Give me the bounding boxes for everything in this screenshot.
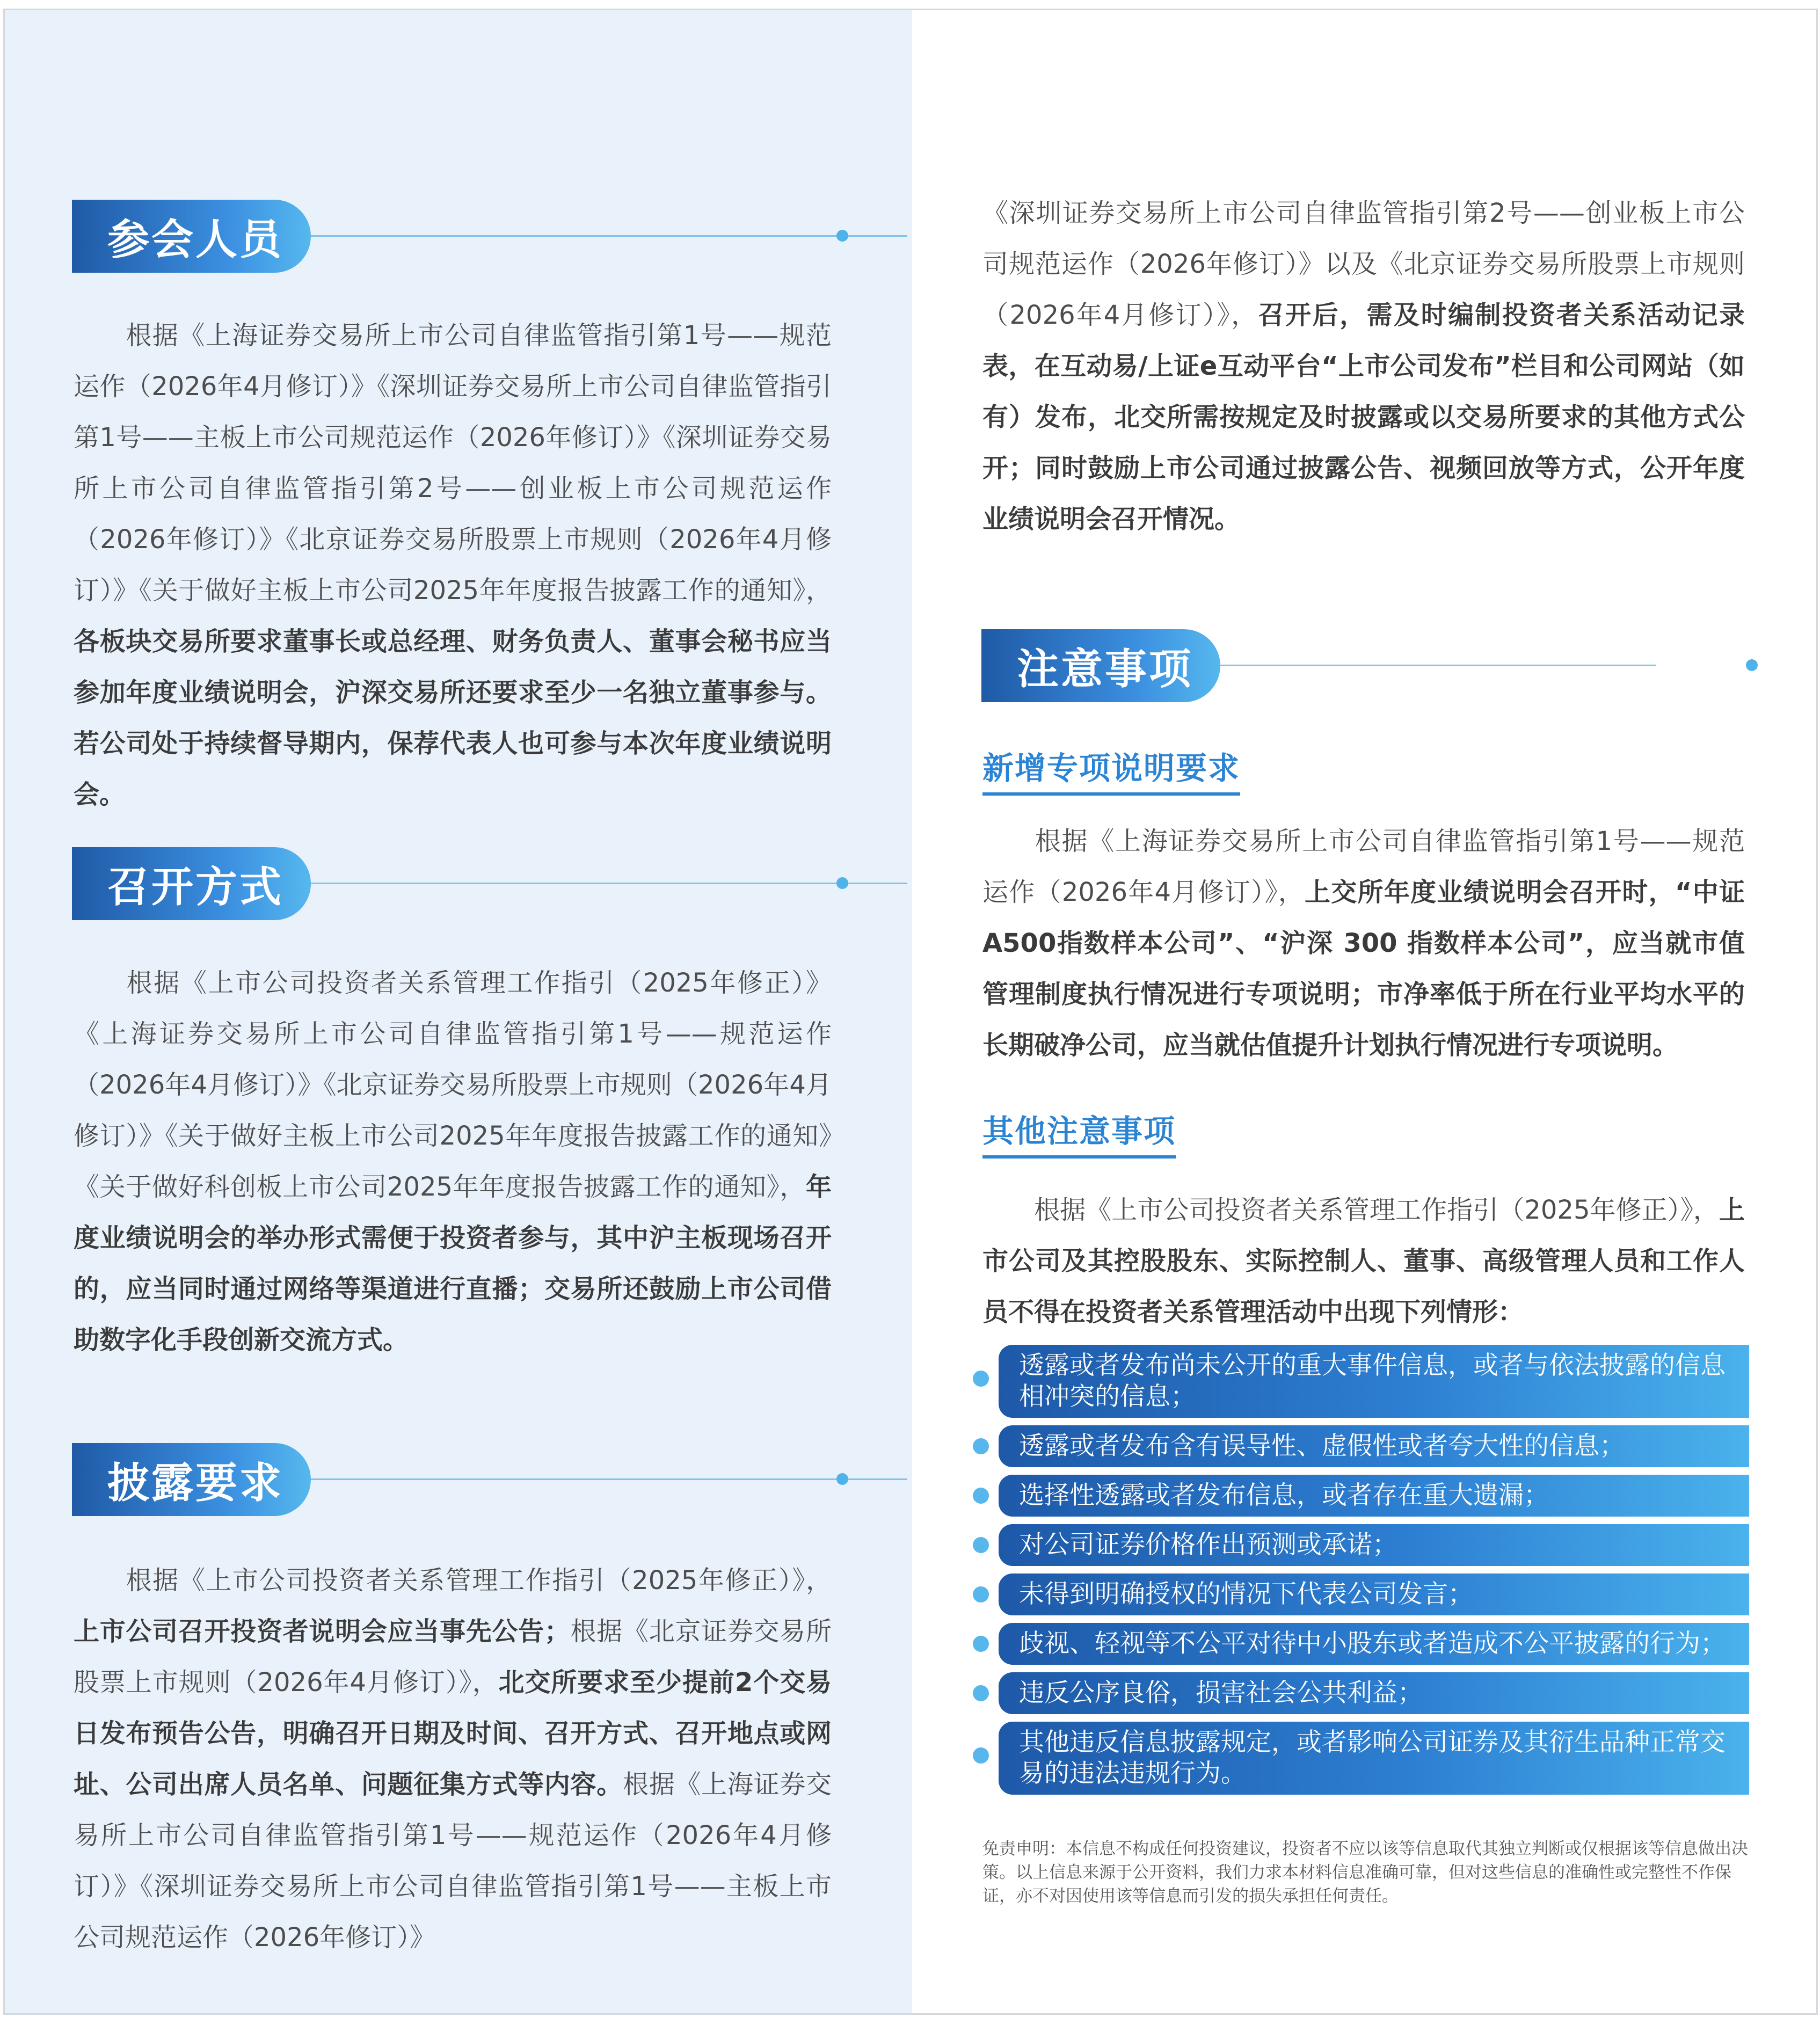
list-item-text: 歧视、轻视等不公平对待中小股东或者造成不公平披露的行为； [999,1623,1749,1665]
section-header-notes [981,629,1755,702]
list-item [973,1345,1749,1418]
list-item-text: 透露或者发布尚未公开的重大事件信息，或者与依法披露的信息相冲突的信息； [999,1345,1749,1418]
other-notes-paragraph [982,1185,1745,1338]
disclosure-text-2-bold: 北交所要求至少提前2个交易日发布预告公告，明确召开日期及时间、召开方式、召开地点或网址、公司出席人员名单、问题征集方式等内容。 [74,1667,832,1800]
format-paragraph [74,958,832,1366]
section-header-format [72,847,845,920]
format-text: 根据《上市公司投资者关系管理工作指引（2025年修正）》《上海证券交易所上市公司自律监管指引第1号——规范运作（2026年4月修订）》《北京证券交易所股票上市规则（2026年4月修订）》《关于做好主板上市公司2025年年度报告披露工作的通知》《关于做好科创板上市公司2025年年度报告披露工作的通知》， [74,968,832,1202]
disclosure-continued-text: 《深圳证券交易所上市公司自律监管指引第2号——创业板上市公司规范运作（2026年修订）》以及《北京证券交易所股票上市规则（2026年4月修订）》， [982,198,1745,330]
list-item [973,1672,1749,1714]
bullet-dot-icon [973,1371,989,1387]
section-title-attendees: 参会人员 [72,200,311,273]
section-divider-line [1220,665,1656,666]
disclosure-continued-bold: 召开后，需及时编制投资者关系活动记录表，在互动易/上证e互动平台“上市公司发布”栏目和公司网站（如有）发布，北交所需按规定及时披露或以交易所要求的其他方式公开；同时鼓励上市公司通过披露公告、视频回放等方式，公开年度业绩说明会召开情况。 [982,300,1745,534]
bullet-dot-icon [973,1586,989,1602]
format-text-bold: 年度业绩说明会的举办形式需便于投资者参与，其中沪主板现场召开的，应当同时通过网络等渠道进行直播；交易所还鼓励上市公司借助数字化手段创新交流方式。 [74,1172,832,1355]
section-header-disclosure [72,1443,845,1516]
bullet-dot-icon [973,1747,989,1764]
section-divider-dot [1746,659,1758,671]
bullet-dot-icon [973,1438,989,1454]
section-title-disclosure: 披露要求 [72,1443,311,1516]
section-divider-line [311,235,907,237]
special-explanation-text: 根据《上海证券交易所上市公司自律监管指引第1号——规范运作（2026年4月修订）》， [982,826,1745,907]
list-item-text: 透露或者发布含有误导性、虚假性或者夸大性的信息； [999,1425,1749,1467]
list-item-text: 其他违反信息披露规定，或者影响公司证券及其衍生品种正常交易的违法违规行为。 [999,1722,1749,1795]
list-item [973,1573,1749,1615]
section-divider-dot [836,230,848,242]
section-divider-dot [836,1473,848,1485]
prohibited-conduct-list [973,1345,1749,1802]
disclosure-continued-paragraph [982,188,1745,545]
disclosure-text-3: 根据《上海证券交易所上市公司自律监管指引第1号——规范运作（2026年4月修订）》《深圳证券交易所上市公司自律监管指引第1号——主板上市公司规范运作（2026年修订）》 [74,1769,832,1953]
bullet-dot-icon [973,1636,989,1652]
section-divider-dot [836,877,848,889]
section-title-notes: 注意事项 [981,629,1220,702]
list-item [973,1524,1749,1566]
list-item [973,1475,1749,1517]
disclaimer-text: 免责申明：本信息不构成任何投资建议，投资者不应以该等信息取代其独立判断或仅根据该等信息做出决策。以上信息来源于公开资料，我们力求本材料信息准确可靠，但对这些信息的准确性或完整性不作保证，亦不对因使用该等信息而引发的损失承担任何责任。 [982,1839,1748,1906]
special-explanation-bold: 上交所年度业绩说明会召开时，“中证 A500指数样本公司”、“沪深 300 指数样本公司”，应当就市值管理制度执行情况进行专项说明；市净率低于所在行业平均水平的长期破净公司，应当就估值提升计划执行情况进行专项说明。 [982,877,1745,1060]
disclosure-text-1: 根据《上市公司投资者关系管理工作指引（2025年修正）》， [125,1565,832,1596]
disclosure-paragraph [74,1555,832,1963]
special-explanation-paragraph [982,816,1745,1071]
bullet-dot-icon [973,1537,989,1553]
attendees-paragraph [74,310,832,820]
subsection-title-special-explanation: 新增专项说明要求 [982,743,1240,796]
section-divider-line [311,883,907,884]
list-item-text: 违反公序良俗，损害社会公共利益； [999,1672,1749,1714]
other-notes-text: 根据《上市公司投资者关系管理工作指引（2025年修正）》， [1034,1195,1719,1225]
list-item [973,1623,1749,1665]
section-title-format: 召开方式 [72,847,311,920]
list-item-text: 对公司证券价格作出预测或承诺； [999,1524,1749,1566]
list-item-text: 选择性透露或者发布信息，或者存在重大遗漏； [999,1475,1749,1517]
list-item-text: 未得到明确授权的情况下代表公司发言； [999,1573,1749,1615]
other-notes-bold: 上市公司及其控股股东、实际控制人、董事、高级管理人员和工作人员不得在投资者关系管理活动中出现下列情形： [982,1195,1745,1327]
disclosure-text-1-bold: 上市公司召开投资者说明会应当事先公告； [74,1616,570,1647]
list-item [973,1425,1749,1467]
section-header-attendees [72,200,845,273]
subsection-title-other-notes: 其他注意事项 [982,1106,1176,1159]
bullet-dot-icon [973,1488,989,1504]
disclosure-text-2: 根据《北京证券交易所股票上市规则（2026年4月修订）》， [74,1616,832,1698]
attendees-text: 根据《上海证券交易所上市公司自律监管指引第1号——规范运作（2026年4月修订）》《深圳证券交易所上市公司自律监管指引第1号——主板上市公司规范运作（2026年修订）》《深圳证券交易所上市公司自律监管指引第2号——创业板上市公司规范运作（2026年修订）》《北京证券交易所股票上市规则（2026年4月修订）》《关于做好主板上市公司2025年年度报告披露工作的通知》， [74,320,832,606]
attendees-text-bold: 各板块交易所要求董事长或总经理、财务负责人、董事会秘书应当参加年度业绩说明会，沪深交易所还要求至少一名独立董事参与。若公司处于持续督导期内，保荐代表人也可参与本次年度业绩说明会。 [74,626,832,810]
list-item [973,1722,1749,1795]
section-divider-line [311,1478,907,1480]
bullet-dot-icon [973,1685,989,1701]
